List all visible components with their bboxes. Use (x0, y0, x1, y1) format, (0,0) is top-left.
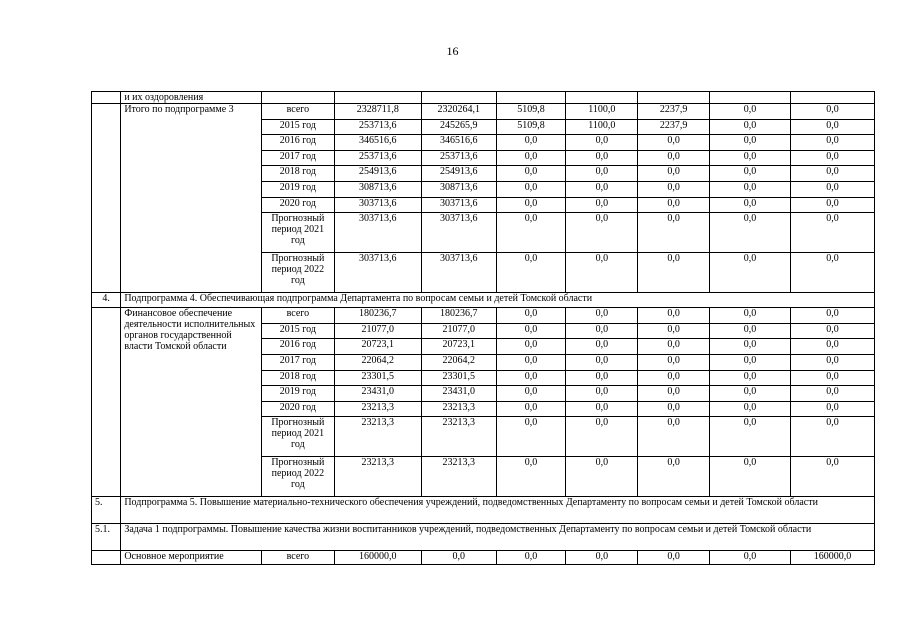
value-cell: 0,0 (566, 323, 638, 339)
row-number-cell (92, 104, 121, 293)
value-cell: 0,0 (566, 386, 638, 402)
value-cell: 0,0 (710, 551, 791, 565)
row-label: Итого по подпрограмме 3 (121, 104, 262, 293)
value-cell: 0,0 (496, 339, 566, 355)
value-cell: 0,0 (638, 181, 710, 197)
value-cell: 245265,9 (421, 119, 496, 135)
table-row (92, 551, 875, 565)
empty-cell (566, 92, 638, 104)
period-cell: 2017 год (261, 354, 334, 370)
value-cell: 23213,3 (334, 457, 421, 497)
value-cell: 0,0 (496, 213, 566, 253)
table-row (92, 92, 875, 104)
value-cell: 23213,3 (334, 417, 421, 457)
value-cell: 0,0 (638, 150, 710, 166)
value-cell: 0,0 (496, 354, 566, 370)
value-cell: 0,0 (638, 135, 710, 151)
value-cell: 0,0 (566, 370, 638, 386)
value-cell: 0,0 (790, 150, 874, 166)
value-cell: 303713,6 (421, 197, 496, 213)
empty-cell (710, 92, 791, 104)
value-cell: 180236,7 (334, 308, 421, 324)
period-cell: Прогнозный период 2021 год (261, 417, 334, 457)
value-cell: 0,0 (790, 253, 874, 293)
value-cell: 20723,1 (421, 339, 496, 355)
value-cell: 22064,2 (334, 354, 421, 370)
value-cell: 0,0 (790, 166, 874, 182)
value-cell: 0,0 (638, 339, 710, 355)
empty-cell (334, 92, 421, 104)
value-cell: 0,0 (710, 370, 791, 386)
period-cell: 2016 год (261, 135, 334, 151)
value-cell: 2328711,8 (334, 104, 421, 120)
row-label: Финансовое обеспечение деятельности исполнительных органов государственной власти Томской области (121, 308, 262, 497)
value-cell: 0,0 (710, 135, 791, 151)
value-cell: 0,0 (566, 253, 638, 293)
value-cell: 0,0 (496, 135, 566, 151)
value-cell: 0,0 (710, 354, 791, 370)
period-cell: Прогнозный период 2022 год (261, 253, 334, 293)
period-cell: 2015 год (261, 323, 334, 339)
row-label: Основное мероприятие (121, 551, 262, 565)
value-cell: 0,0 (496, 386, 566, 402)
value-cell: 5109,8 (496, 119, 566, 135)
period-cell: 2015 год (261, 119, 334, 135)
empty-cell (790, 92, 874, 104)
section-title: Задача 1 подпрограммы. Повышение качества жизни воспитанников учреждений, подведомственных Департаменту по вопросам семьи и детей Томской области (121, 524, 875, 551)
value-cell: 0,0 (710, 253, 791, 293)
section-title: Подпрограмма 5. Повышение материально-технического обеспечения учреждений, подведомственных Департаменту по вопросам семьи и детей Томской области (121, 497, 875, 524)
value-cell: 0,0 (710, 104, 791, 120)
value-cell: 23301,5 (421, 370, 496, 386)
value-cell: 0,0 (638, 401, 710, 417)
period-cell: всего (261, 104, 334, 120)
value-cell: 0,0 (638, 213, 710, 253)
value-cell: 308713,6 (334, 181, 421, 197)
value-cell: 0,0 (790, 354, 874, 370)
period-cell: 2016 год (261, 339, 334, 355)
value-cell: 0,0 (790, 370, 874, 386)
value-cell: 0,0 (496, 166, 566, 182)
value-cell: 0,0 (566, 308, 638, 324)
value-cell: 0,0 (496, 370, 566, 386)
value-cell: 0,0 (790, 181, 874, 197)
row-number-cell (92, 308, 121, 497)
value-cell: 0,0 (790, 457, 874, 497)
value-cell: 23213,3 (334, 401, 421, 417)
value-cell: 253713,6 (421, 150, 496, 166)
value-cell: 0,0 (566, 197, 638, 213)
value-cell: 0,0 (638, 551, 710, 565)
section-number: 5.1. (92, 524, 121, 551)
value-cell: 0,0 (790, 197, 874, 213)
budget-table (91, 91, 875, 565)
value-cell: 0,0 (638, 457, 710, 497)
period-cell: Прогнозный период 2021 год (261, 213, 334, 253)
value-cell: 254913,6 (421, 166, 496, 182)
value-cell: 0,0 (566, 213, 638, 253)
value-cell: 253713,6 (334, 119, 421, 135)
value-cell: 0,0 (710, 457, 791, 497)
value-cell: 2237,9 (638, 119, 710, 135)
table-row (92, 104, 875, 120)
empty-cell (496, 92, 566, 104)
value-cell: 0,0 (790, 386, 874, 402)
value-cell: 0,0 (566, 135, 638, 151)
value-cell: 23213,3 (421, 417, 496, 457)
row-number-cell (92, 92, 121, 104)
value-cell: 308713,6 (421, 181, 496, 197)
empty-cell (638, 92, 710, 104)
value-cell: 0,0 (710, 181, 791, 197)
value-cell: 303713,6 (421, 253, 496, 293)
value-cell: 0,0 (710, 308, 791, 324)
value-cell: 303713,6 (334, 213, 421, 253)
value-cell: 20723,1 (334, 339, 421, 355)
value-cell: 0,0 (710, 166, 791, 182)
value-cell: 0,0 (638, 386, 710, 402)
value-cell: 0,0 (496, 253, 566, 293)
section-title: Подпрограмма 4. Обеспечивающая подпрограмма Департамента по вопросам семьи и детей Томской области (121, 293, 875, 308)
fragment-text: и их оздоровления (121, 92, 262, 104)
value-cell: 0,0 (496, 150, 566, 166)
value-cell: 0,0 (790, 417, 874, 457)
value-cell: 0,0 (790, 308, 874, 324)
value-cell: 0,0 (638, 253, 710, 293)
table-row (92, 308, 875, 324)
value-cell: 22064,2 (421, 354, 496, 370)
value-cell: 0,0 (638, 354, 710, 370)
value-cell: 0,0 (566, 354, 638, 370)
value-cell: 0,0 (566, 181, 638, 197)
value-cell: 0,0 (710, 323, 791, 339)
value-cell: 0,0 (638, 166, 710, 182)
value-cell: 0,0 (566, 150, 638, 166)
period-cell: 2018 год (261, 166, 334, 182)
empty-cell (261, 92, 334, 104)
period-cell: 2019 год (261, 386, 334, 402)
value-cell: 0,0 (638, 323, 710, 339)
value-cell: 2237,9 (638, 104, 710, 120)
period-cell: 2020 год (261, 401, 334, 417)
value-cell: 23301,5 (334, 370, 421, 386)
value-cell: 0,0 (790, 339, 874, 355)
value-cell: 303713,6 (334, 197, 421, 213)
value-cell: 0,0 (496, 197, 566, 213)
value-cell: 0,0 (638, 370, 710, 386)
value-cell: 0,0 (496, 323, 566, 339)
value-cell: 0,0 (710, 197, 791, 213)
row-number-cell (92, 551, 121, 565)
value-cell: 23431,0 (421, 386, 496, 402)
value-cell: 23213,3 (421, 401, 496, 417)
period-cell: всего (261, 551, 334, 565)
value-cell: 346516,6 (334, 135, 421, 151)
value-cell: 0,0 (496, 308, 566, 324)
value-cell: 23431,0 (334, 386, 421, 402)
value-cell: 0,0 (710, 417, 791, 457)
period-cell: Прогнозный период 2022 год (261, 457, 334, 497)
value-cell: 0,0 (790, 104, 874, 120)
value-cell: 0,0 (638, 308, 710, 324)
value-cell: 0,0 (710, 150, 791, 166)
value-cell: 0,0 (496, 457, 566, 497)
period-cell: 2017 год (261, 150, 334, 166)
section-heading-row (92, 524, 875, 551)
period-cell: 2018 год (261, 370, 334, 386)
value-cell: 0,0 (790, 323, 874, 339)
value-cell: 180236,7 (421, 308, 496, 324)
empty-cell (421, 92, 496, 104)
period-cell: 2020 год (261, 197, 334, 213)
value-cell: 253713,6 (334, 150, 421, 166)
value-cell: 0,0 (710, 339, 791, 355)
value-cell: 0,0 (566, 457, 638, 497)
value-cell: 5109,8 (496, 104, 566, 120)
period-cell: 2019 год (261, 181, 334, 197)
value-cell: 254913,6 (334, 166, 421, 182)
value-cell: 1100,0 (566, 119, 638, 135)
value-cell: 0,0 (710, 213, 791, 253)
value-cell: 0,0 (638, 197, 710, 213)
value-cell: 0,0 (710, 401, 791, 417)
value-cell: 0,0 (790, 213, 874, 253)
value-cell: 303713,6 (421, 213, 496, 253)
value-cell: 2320264,1 (421, 104, 496, 120)
section-heading-row (92, 497, 875, 524)
value-cell: 0,0 (710, 119, 791, 135)
value-cell: 0,0 (421, 551, 496, 565)
page-number: 16 (446, 44, 459, 58)
value-cell: 21077,0 (421, 323, 496, 339)
period-cell: всего (261, 308, 334, 324)
section-number: 4. (92, 293, 121, 308)
value-cell: 0,0 (710, 386, 791, 402)
value-cell: 0,0 (790, 119, 874, 135)
value-cell: 0,0 (566, 339, 638, 355)
value-cell: 23213,3 (421, 457, 496, 497)
value-cell: 160000,0 (334, 551, 421, 565)
value-cell: 0,0 (566, 417, 638, 457)
value-cell: 0,0 (566, 166, 638, 182)
section-number: 5. (92, 497, 121, 524)
value-cell: 0,0 (790, 401, 874, 417)
value-cell: 0,0 (496, 181, 566, 197)
value-cell: 1100,0 (566, 104, 638, 120)
value-cell: 346516,6 (421, 135, 496, 151)
value-cell: 0,0 (638, 417, 710, 457)
value-cell: 0,0 (566, 551, 638, 565)
value-cell: 0,0 (496, 551, 566, 565)
value-cell: 160000,0 (790, 551, 874, 565)
section-heading-row (92, 293, 875, 308)
value-cell: 0,0 (790, 135, 874, 151)
value-cell: 21077,0 (334, 323, 421, 339)
value-cell: 0,0 (496, 401, 566, 417)
value-cell: 0,0 (496, 417, 566, 457)
value-cell: 0,0 (566, 401, 638, 417)
value-cell: 303713,6 (334, 253, 421, 293)
